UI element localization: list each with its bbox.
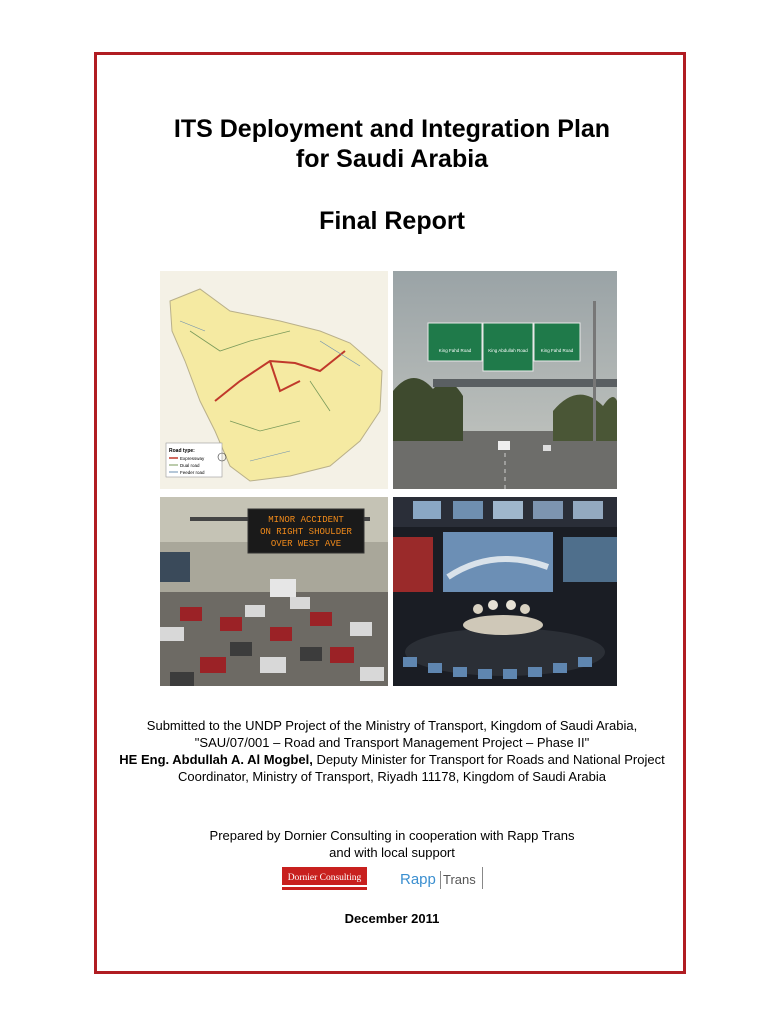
prepared-line-2: and with local support (329, 845, 455, 860)
highway-sign-photo (393, 271, 617, 489)
map-legend-item: Dual road (180, 463, 200, 468)
submission-line-3 (94, 751, 690, 768)
vms-line-2: ON RIGHT SHOULDER (260, 527, 352, 537)
submission-text (94, 717, 690, 785)
dornier-logo-text: Dornier Consulting (287, 873, 362, 883)
traffic-vms-photo (160, 497, 388, 686)
sign-left-text: King Fahd Road (438, 348, 472, 353)
control-room-photo (393, 497, 617, 686)
sign-middle-text: King Abdullah Road (488, 348, 528, 353)
rapp-trans-logo (400, 867, 490, 893)
deputy-name: HE Eng. Abdullah A. Al Mogbel, (119, 752, 313, 767)
vms-line-3: OVER WEST AVE (270, 539, 342, 549)
report-title (94, 114, 690, 174)
submission-line-4: Coordinator, Ministry of Transport, Riyadh 11178, Kingdom of Saudi Arabia (177, 769, 607, 784)
report-date: December 2011 (344, 911, 440, 926)
title-line-2: for Saudi Arabia (295, 145, 489, 173)
sign-right-text: King Fahd Road (540, 348, 574, 353)
submission-line-2: "SAU/07/001 – Road and Transport Management Project – Phase II" (194, 735, 590, 750)
rapp-logo-text: Rapp (400, 871, 436, 888)
submission-line-1: Submitted to the UNDP Project of the Ministry of Transport, Kingdom of Saudi Arabia, (146, 718, 638, 733)
vms-line-1: MINOR ACCIDENT (268, 515, 344, 525)
report-subtitle: Final Report (319, 207, 465, 235)
map-legend-item: Feeder road (180, 470, 205, 475)
saudi-road-map-image (160, 271, 388, 489)
deputy-title: Deputy Minister for Transport for Roads and National Project (312, 752, 665, 767)
prepared-by-text (94, 827, 690, 861)
title-line-1: ITS Deployment and Integration Plan (173, 115, 611, 143)
dornier-consulting-logo (282, 867, 367, 893)
map-legend-title: Road type: (169, 448, 195, 454)
trans-logo-text: Trans (443, 872, 476, 887)
prepared-line-1: Prepared by Dornier Consulting in cooperation with Rapp Trans (209, 828, 575, 843)
map-legend-item: Expressway (180, 456, 205, 461)
